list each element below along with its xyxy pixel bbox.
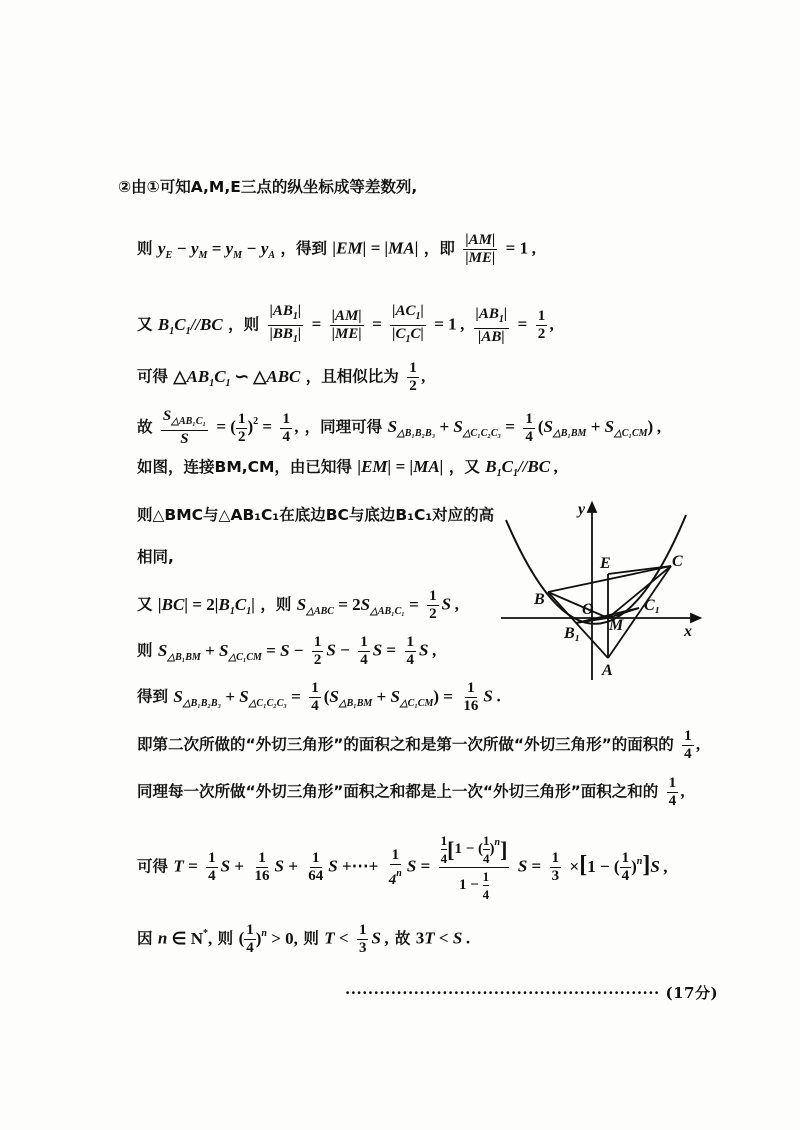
label-B1: B₁	[564, 625, 581, 642]
label-M: M	[609, 617, 624, 634]
label-B: B	[534, 591, 545, 608]
label-C1: C₁	[644, 597, 661, 614]
label-A: A	[602, 662, 613, 679]
label-C: C	[672, 553, 683, 570]
x-axis-arrow	[691, 614, 700, 622]
y-axis-arrow	[588, 503, 596, 512]
text-line-14: 可得 T = $\frac{1}{4}$ S + $\frac{1}{16}$ S + $\frac{1}{64}$ S +⋯+ $\frac{1}{4^n}$ S = $\frac{1}{4}$ [1 − ( $\frac{1}{4}$ )$^n$] 1 − $\frac{1}{4}$ S = $\frac{1}{3}$ ×[1 − ( $\frac{1}{4}$ )$^n$]S ,	[137, 833, 669, 902]
label-E: E	[600, 555, 611, 572]
label-y: y	[578, 501, 586, 518]
text-line-4: 可得 $\triangle AB_1C_1$ ∽ △ABC ，且相似比为 $\frac{1}{2}$ ,	[137, 360, 426, 394]
label-x: x	[684, 623, 692, 640]
score-label: (17分)	[665, 984, 719, 1002]
text-line-3: 又 $B_1C_1//BC$ ，则 $\frac{|AB_1|}{|BB_1|}$ = $\frac{|AM|}{|ME|}$ = $\frac{|AC_1|}{|C_1C|}$ = 1 , $\frac{|AB_1|}{|AB|}$ = $\frac{1}{2}$ ,	[137, 303, 555, 345]
text-line-12: 即第二次所做的“外切三角形”的面积之和是第一次所做“外切三角形”的面积的 $\frac{1}{4}$ ,	[137, 728, 701, 762]
label-O: O	[582, 601, 594, 618]
text-line-11: 得到 $S_{\triangle B_1B_2B_3} + S_{\triangle C_1C_2C_3}$ = $\frac{1}{4}$ $(S_{\triangle B_1BM} + S_{\triangle C_1CM})$ = $\frac{1}{16}$ S .	[137, 680, 502, 714]
segment-CM	[608, 566, 671, 618]
text-line-5: 故 $\frac{S_{\triangle AB_1C_1}}{S}$ = ( $\frac{1}{2}$ )$^2$ = $\frac{1}{4}$ , ，同理可得 $S_{\triangle B_1B_2B_3} + S_{\triangle C_1C_2C_3}$ = $\frac{1}{4}$ $(S_{\triangle B_1BM} + S_{\triangle C_1CM})$ ,	[137, 408, 662, 447]
segment-AC	[608, 566, 671, 658]
text-line-9: 又 $|BC| = 2|B_1C_1|$ ，则 $S_{\triangle ABC} = 2S_{\triangle AB_1C_1}$ = $\frac{1}{2}$ S ,	[137, 588, 460, 622]
text-line-2: 则 $y_E - y_M = y_M - y_A$ ，得到 |EM| = |MA| ，即 $\frac{|AM|}{|ME|}$ = 1 ,	[137, 232, 537, 266]
text-line-13: 同理每一次所做“外切三角形”面积之和都是上一次“外切三角形”面积之和的 $\frac{1}{4}$ ,	[137, 775, 686, 809]
text-line-10: 则 $S_{\triangle B_1BM} + S_{\triangle C_1CM} = S$ − $\frac{1}{2}$ S − $\frac{1}{4}$ S = $\frac{1}{4}$ S ,	[137, 634, 437, 668]
text-line-15: 因 n ∈ N*, 则 ( $\frac{1}{4}$ )$^n$ > 0, 则 T < $\frac{1}{3}$ S , 故 3T < S .	[137, 922, 471, 956]
text-line-8: 相同,	[137, 548, 174, 566]
geometry-figure	[496, 500, 706, 685]
text-line-6: 如图，连接BM,CM，由已知得 |EM| = |MA| ，又 $B_1C_1//BC$ ,	[137, 457, 559, 479]
text-line-1: ②由①可知A,M,E三点的纵坐标成等差数列,	[118, 178, 418, 196]
score-line: ······················································· (17分)	[345, 984, 719, 1002]
text-line-7: 则△BMC与△AB₁C₁在底边BC与底边B₁C₁对应的高	[137, 506, 495, 524]
